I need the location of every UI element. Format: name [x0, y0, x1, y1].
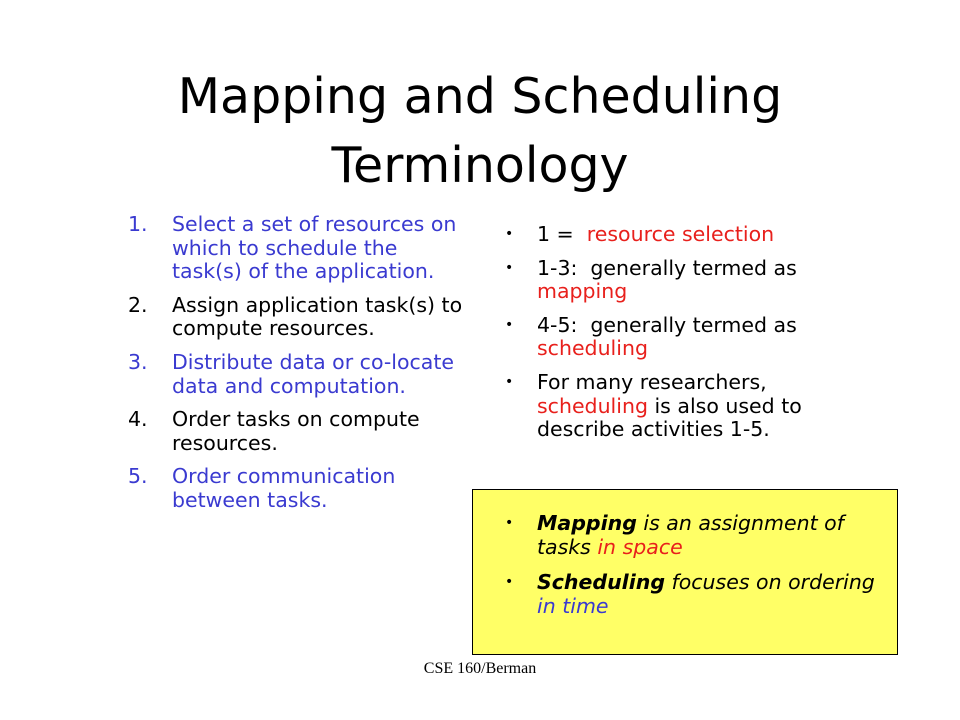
step-text: Select a set of resources on which to schedule the task(s) of the application. [172, 212, 457, 284]
definition-callout-box [472, 489, 898, 655]
step-text: Assign application task(s) to compute resources. [172, 292, 463, 341]
callout-highlight: in space [597, 534, 683, 559]
bullet-dot-icon: • [505, 226, 514, 242]
step-number: 2. [128, 292, 148, 317]
slide-title [60, 62, 900, 200]
bullet-prefix: For many researchers, [537, 369, 767, 394]
bullet-dot-icon: • [505, 259, 514, 276]
callout-middle: focuses on ordering [665, 570, 875, 595]
bullet-item-4 [505, 371, 865, 442]
bullet-text [537, 223, 865, 247]
step-number: 4. [128, 407, 148, 432]
callout-term: Scheduling [537, 570, 666, 595]
bullet-highlight: mapping [537, 279, 628, 304]
title-line-2: Terminology [331, 137, 629, 194]
slide-footer: CSE 160/Berman [423, 660, 537, 677]
step-item-5 [128, 465, 468, 512]
step-number: 3. [128, 349, 148, 374]
callout-list [505, 512, 885, 630]
step-text: Distribute data or co-locate data and computation. [172, 349, 454, 398]
callout-text [537, 571, 885, 618]
step-number: 5. [128, 464, 148, 489]
callout-item-mapping [505, 512, 885, 559]
steps-list [128, 213, 468, 523]
bullet-item-2 [505, 257, 865, 304]
callout-highlight: in time [537, 593, 609, 618]
step-number: 1. [128, 212, 148, 236]
callout-item-scheduling [505, 571, 885, 618]
bullet-dot-icon: • [505, 515, 514, 531]
step-item-3 [128, 351, 468, 398]
callout-middle: is an assignment of tasks [537, 511, 844, 559]
bullet-suffix: is also used to describe activities 1-5. [537, 393, 802, 442]
bullet-highlight: resource selection [586, 222, 775, 246]
bullet-text [537, 314, 865, 361]
bullet-highlight: scheduling [537, 336, 648, 361]
bullet-highlight: scheduling [537, 393, 648, 418]
bullet-prefix: 4-5: generally termed as [537, 312, 804, 337]
terminology-bullets [505, 223, 865, 452]
callout-text [537, 512, 885, 559]
step-item-1 [128, 213, 468, 284]
title-line-1: Mapping and Scheduling [177, 68, 783, 125]
bullet-prefix: 1-3: generally termed as [537, 255, 804, 280]
bullet-item-1 [505, 223, 865, 247]
bullet-dot-icon: • [505, 373, 514, 390]
bullet-item-3 [505, 314, 865, 361]
bullet-text [537, 257, 865, 304]
step-item-4 [128, 408, 468, 455]
bullet-prefix: 1 = [537, 222, 587, 246]
bullet-dot-icon: • [505, 574, 514, 591]
bullet-text [537, 371, 865, 442]
step-text: Order communication between tasks. [172, 464, 396, 512]
step-text: Order tasks on compute resources. [172, 407, 420, 455]
callout-term: Mapping [537, 511, 637, 535]
step-item-2 [128, 294, 468, 341]
bullet-dot-icon: • [505, 316, 514, 333]
